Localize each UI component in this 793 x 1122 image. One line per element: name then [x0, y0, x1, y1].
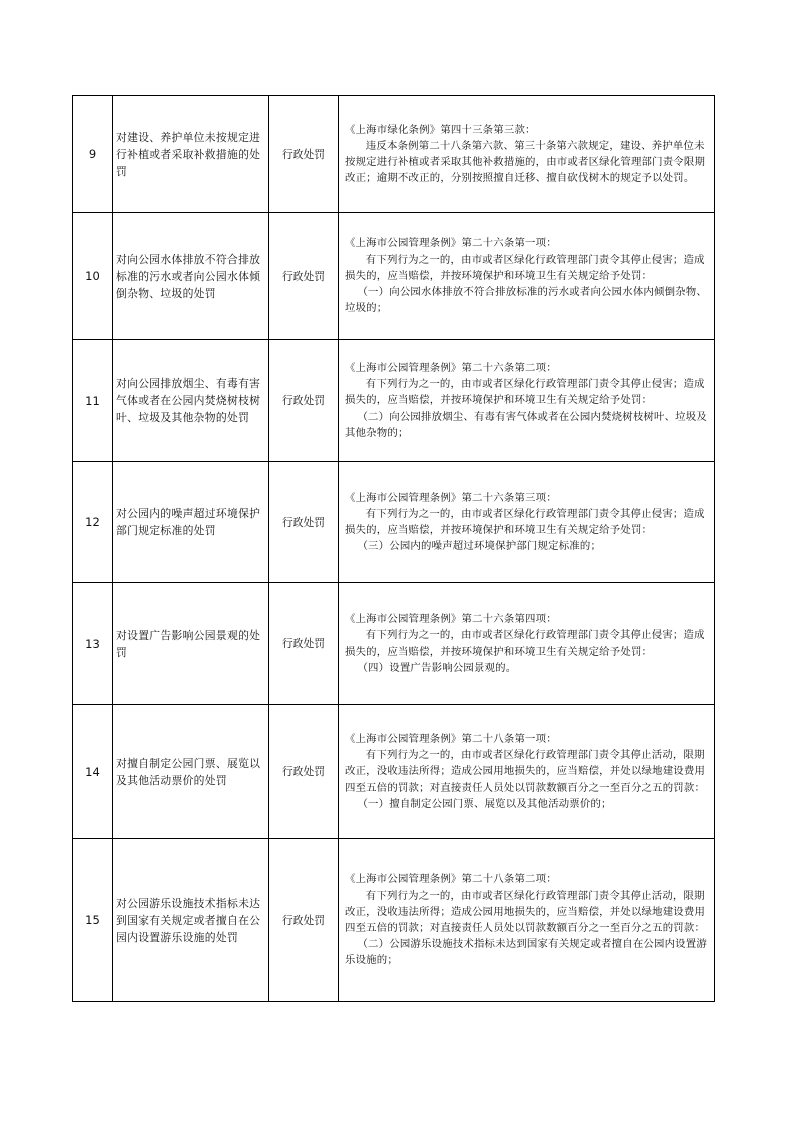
table-row: [73, 705, 715, 839]
row-number: 12: [73, 462, 113, 583]
legal-basis: [339, 839, 715, 1002]
basis-line: 有下列行为之一的，由市或者区绿化行政管理部门责令其停止活动，限期改正，没收违法所得；造成公园用地损失的，应当赔偿，并处以绿地建设费用四至五倍的罚款；对直接责任人员处以罚款数额百分之一至百分之五的罚款：: [345, 889, 706, 934]
legal-basis: [339, 583, 715, 705]
penalty-item: 对向公园水体排放不符合排放标准的污水或者向公园水体倾倒杂物、垃圾的处罚: [113, 213, 269, 340]
penalty-type: 行政处罚: [269, 583, 339, 705]
penalty-type: 行政处罚: [269, 340, 339, 462]
basis-line: 《上海市公园管理条例》第二十八条第一项：: [345, 732, 557, 745]
basis-line: （三）公园内的噪声超过环境保护部门规定标准的；: [357, 540, 602, 553]
row-number: 10: [73, 213, 113, 340]
legal-basis: [339, 462, 715, 583]
penalty-item: 对擅自制定公园门票、展览以及其他活动票价的处罚: [113, 705, 269, 839]
basis-line: 《上海市公园管理条例》第二十六条第四项：: [345, 613, 557, 626]
row-number: 11: [73, 340, 113, 462]
basis-line: 有下列行为之一的，由市或者区绿化行政管理部门责令其停止侵害；造成损失的，应当赔偿，并按环境保护和环境卫生有关规定给予处罚：: [345, 378, 705, 407]
penalty-item: 对公园内的噪声超过环境保护部门规定标准的处罚: [113, 462, 269, 583]
table-row: [73, 462, 715, 583]
legal-basis: [339, 96, 715, 213]
penalty-type: 行政处罚: [269, 839, 339, 1002]
basis-line: 《上海市公园管理条例》第二十六条第三项：: [345, 491, 557, 504]
basis-line: （二）向公园排放烟尘、有毒有害气体或者在公园内焚烧树枝树叶、垃圾及其他杂物的；: [345, 410, 707, 439]
basis-line: 有下列行为之一的，由市或者区绿化行政管理部门责令其停止侵害；造成损失的，应当赔偿，并按环境保护和环境卫生有关规定给予处罚：: [345, 253, 705, 282]
row-number: 9: [73, 96, 113, 213]
penalty-type: 行政处罚: [269, 705, 339, 839]
basis-line: 有下列行为之一的，由市或者区绿化行政管理部门责令其停止侵害；造成损失的，应当赔偿，并按环境保护和环境卫生有关规定给予处罚：: [345, 629, 705, 658]
legal-basis: [339, 213, 715, 340]
basis-line: （一）向公园水体排放不符合排放标准的污水或者向公园水体内倾倒杂物、垃圾的；: [345, 286, 707, 315]
basis-line: 《上海市公园管理条例》第二十六条第二项：: [345, 361, 557, 374]
penalty-type: 行政处罚: [269, 462, 339, 583]
basis-line: 有下列行为之一的，由市或者区绿化行政管理部门责令其停止侵害；造成损失的，应当赔偿，并按环境保护和环境卫生有关规定给予处罚：: [345, 507, 705, 536]
penalty-table: [72, 95, 715, 1002]
table-row: [73, 583, 715, 705]
table-row: [73, 213, 715, 340]
row-number: 14: [73, 705, 113, 839]
row-number: 15: [73, 839, 113, 1002]
row-number: 13: [73, 583, 113, 705]
penalty-item: 对设置广告影响公园景观的处罚: [113, 583, 269, 705]
basis-line: 违反本条例第二十八条第六款、第三十条第六款规定，建设、养护单位未按规定进行补植或者采取其他补救措施的，由市或者区绿化管理部门责令限期改正；逾期不改正的，分别按照擅自迁移、擅自砍伐树木的规定予以处罚。: [345, 139, 706, 185]
table-row: [73, 839, 715, 1002]
penalty-type: 行政处罚: [269, 213, 339, 340]
basis-line: （一）擅自制定公园门票、展览以及其他活动票价的；: [357, 797, 612, 810]
basis-line: 《上海市公园管理条例》第二十八条第二项：: [345, 873, 557, 886]
penalty-item: 对建设、养护单位未按规定进行补植或者采取补救措施的处罚: [113, 96, 269, 213]
table-row: [73, 96, 715, 213]
basis-line: （四）设置广告影响公园景观的。: [357, 661, 517, 674]
basis-line: 有下列行为之一的，由市或者区绿化行政管理部门责令其停止活动，限期改正，没收违法所得；造成公园用地损失的，应当赔偿，并处以绿地建设费用四至五倍的罚款；对直接责任人员处以罚款数额百分之一至百分之五的罚款：: [345, 749, 706, 794]
basis-line: 《上海市公园管理条例》第二十六条第一项：: [345, 237, 557, 250]
penalty-item: 对向公园排放烟尘、有毒有害气体或者在公园内焚烧树枝树叶、垃圾及其他杂物的处罚: [113, 340, 269, 462]
table-row: [73, 340, 715, 462]
penalty-type: 行政处罚: [269, 96, 339, 213]
legal-basis: [339, 705, 715, 839]
penalty-item: 对公园游乐设施技术指标未达到国家有关规定或者擅自在公园内设置游乐设施的处罚: [113, 839, 269, 1002]
legal-basis: [339, 340, 715, 462]
basis-line: （二）公园游乐设施技术指标未达到国家有关规定或者擅自在公园内设置游乐设施的；: [345, 938, 707, 967]
basis-line: 《上海市绿化条例》第四十三条第三款：: [345, 123, 536, 136]
